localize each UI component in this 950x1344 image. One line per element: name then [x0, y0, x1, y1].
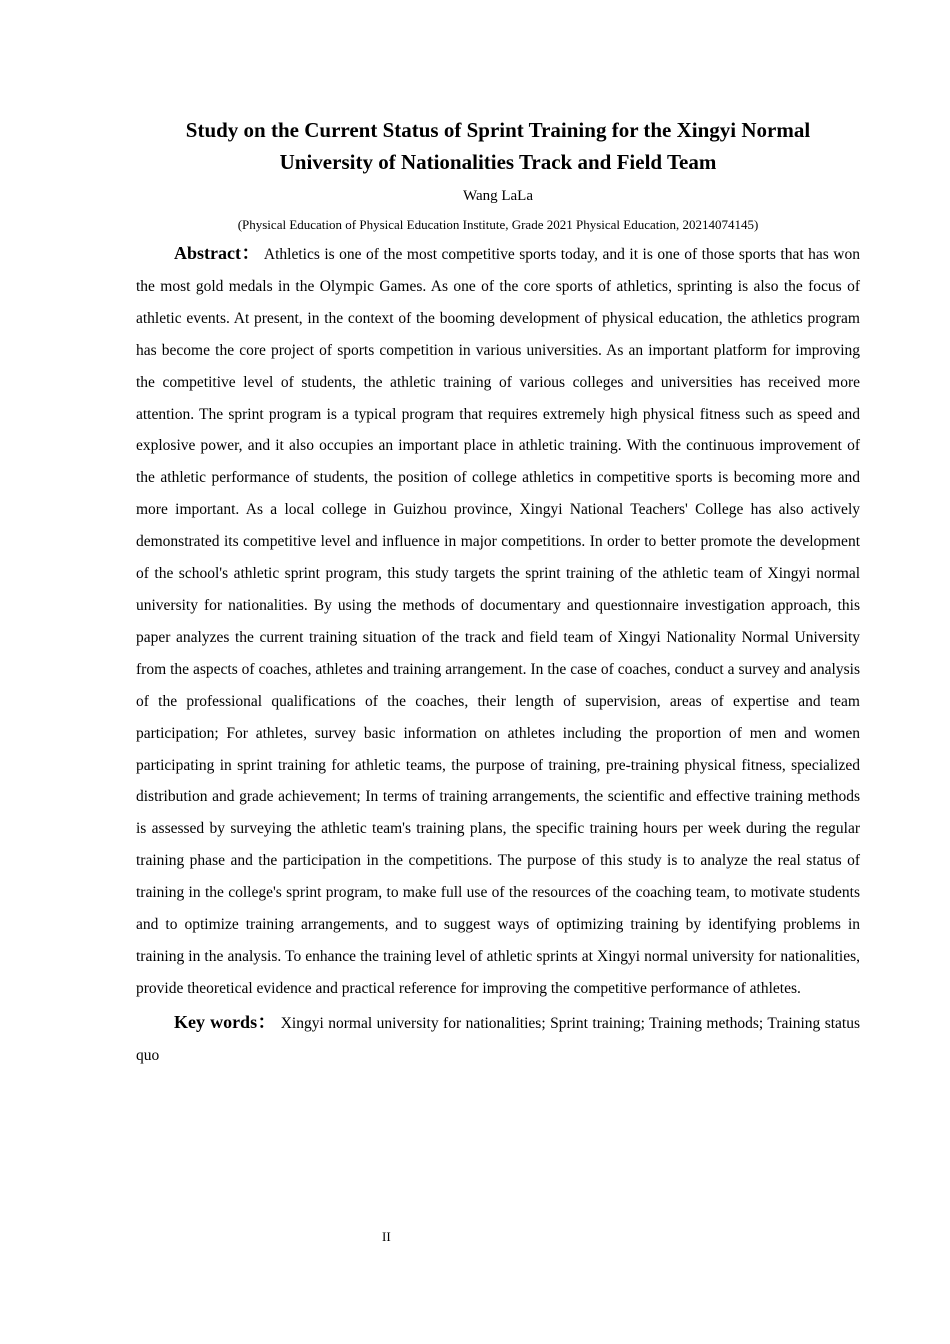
- keywords-text: Xingyi normal university for nationalities; Sprint training; Training methods; Training status quo: [136, 1014, 861, 1064]
- abstract-text: Athletics is one of the most competitive sports today, and it is one of those sports that has won the most gold medals in the Olympic Games. As one of the core sports of athletics, sprinting is also the focus of athletic events. At present, in the context of the booming development of physical education, the athletics program has become the core project of sports competition in various universities. As an important platform for improving the competitive level of students, the athletic training of various colleges and universities has received more attention. The sprint program is a typical program that requires extremely high physical fitness such as speed and explosive power, and it also occupies an important place in athletic training. With the continuous improvement of the athletic performance of students, the position of college athletics in competitive sports is becoming more and more important. As a local college in Guizhou province, Xingyi National Teachers' College has also actively demonstrated its competitive level and influence in major competitions. In order to better promote the development of the school's athletic sprint program, this study targets the sprint training of the athletic team of Xingyi normal university for nationalities. By using the methods of documentary and questionnaire investigation approach, this paper analyzes the current training situation of the track and field team of Xingyi Nationality Normal University from the aspects of coaches, athletes and training arrangement. In the case of coaches, conduct a survey and analysis of the professional qualifications of the coaches, their length of supervision, areas of expertise and team participation; For athletes, survey basic information on athletes including the proportion of men and women participating in sprint training for athletic teams, the purpose of training, pre-training physical fitness, specialized distribution and grade achievement; In terms of training arrangements, the scientific and effective training methods is assessed by surveying the athletic team's training plans, the specific training hours per week during the regular training phase and the participation in the competitions. The purpose of this study is to analyze the real status of training in the college's sprint program, to make full use of the resources of the coaching team, to motivate students and to optimize training arrangements, and to suggest ways of optimizing training by identifying problems in training in the analysis. To enhance the training level of athletic sprints at Xingyi normal university for nationalities, provide theoretical evidence and practical reference for improving the competitive performance of athletes.: [136, 246, 860, 997]
- paper-title-line-1: Study on the Current Status of Sprint Training for the Xingyi Normal: [185, 118, 811, 142]
- abstract-paragraph: [136, 238, 860, 1005]
- author-affiliation: (Physical Education of Physical Education Institute, Grade 2021 Physical Education, 20214074145): [237, 217, 759, 232]
- abstract-label: Abstract：: [174, 243, 261, 263]
- paper-page: [136, 114, 860, 1072]
- page-number: II: [382, 1229, 391, 1244]
- paper-title-line-2: University of Nationalities Track and Field Team: [279, 150, 717, 174]
- keywords-paragraph: [136, 1007, 860, 1072]
- author-name: Wang LaLa: [462, 188, 533, 204]
- paper-title: [136, 114, 860, 178]
- keywords-label: Key words：: [174, 1011, 277, 1032]
